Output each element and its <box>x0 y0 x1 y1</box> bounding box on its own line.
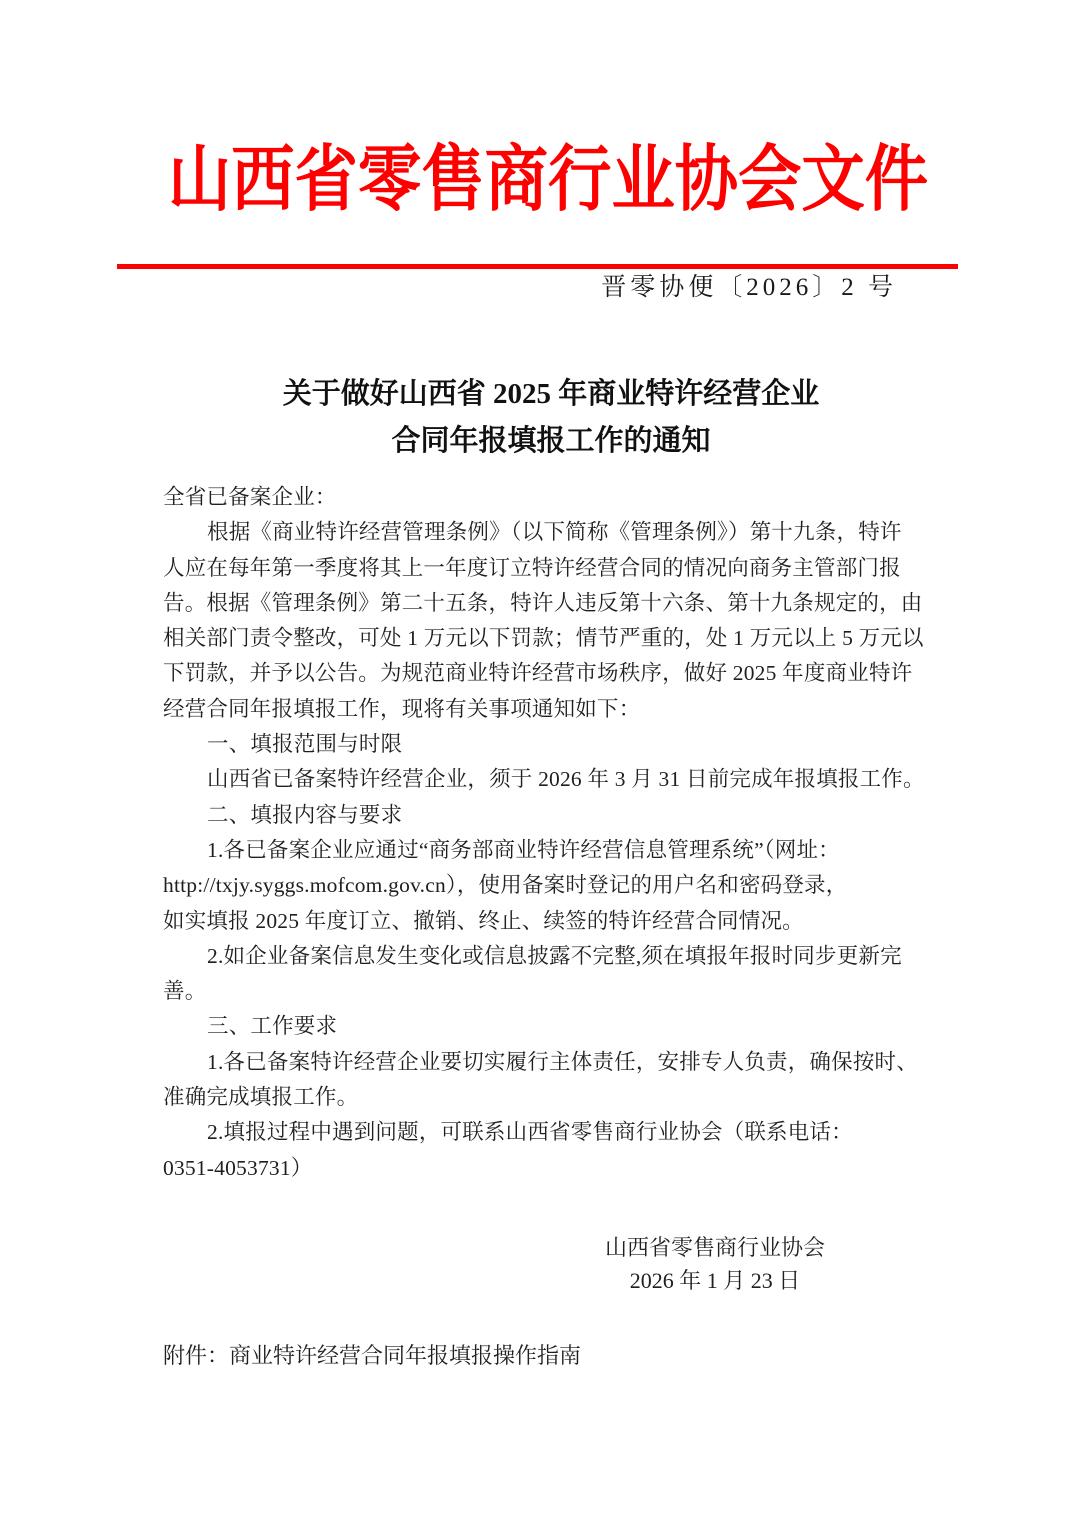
signature-date: 2026 年 1 月 23 日 <box>629 1268 801 1293</box>
document-body <box>163 480 943 1186</box>
body-line: 1.各已备案企业应通过“商务部商业特许经营信息管理系统”（网址： <box>207 837 840 862</box>
body-line: 下罚款，并予以公告。为规范商业特许经营市场秩序，做好 2025 年度商业特许 <box>163 661 913 686</box>
body-line: 准确完成填报工作。 <box>163 1085 359 1110</box>
body-line: 告。根据《管理条例》第二十五条，特许人违反第十六条、第十九条规定的，由 <box>163 590 923 615</box>
red-divider-line <box>117 264 958 269</box>
body-line: 人应在每年第一季度将其上一年度订立特许经营合同的情况向商务主管部门报 <box>163 555 901 580</box>
body-line: 经营合同年报填报工作，现将有关事项通知如下： <box>163 696 641 721</box>
letterhead-org-title: 山西省零售商行业协会文件 <box>167 140 929 220</box>
document-title <box>11 371 1080 465</box>
body-section-heading: 三、工作要求 <box>207 1014 338 1039</box>
signature-block <box>565 1231 865 1297</box>
body-section-heading: 二、填报内容与要求 <box>207 802 403 827</box>
body-line: 2.如企业备案信息发生变化或信息披露不完整,须在填报年报时同步更新完 <box>207 943 902 968</box>
body-line: 善。 <box>163 979 207 1004</box>
body-section-heading: 一、填报范围与时限 <box>207 732 403 757</box>
body-line: 根据《商业特许经营管理条例》（以下简称《管理条例》）第十九条，特许 <box>207 520 902 545</box>
attachment-note: 附件：商业特许经营合同年报填报操作指南 <box>163 1343 582 1368</box>
signature-org: 山西省零售商行业协会 <box>604 1235 825 1260</box>
body-line: 如实填报 2025 年度订立、撤销、终止、续签的特许经营合同情况。 <box>163 908 804 933</box>
body-line: 0351-4053731） <box>163 1155 313 1180</box>
document-title-line2: 合同年报填报工作的通知 <box>391 425 711 457</box>
document-title-line1: 关于做好山西省 2025 年商业特许经营企业 <box>282 378 820 410</box>
body-line: 相关部门责令整改，可处 1 万元以下罚款；情节严重的，处 1 万元以上 5 万元以 <box>163 626 924 651</box>
body-line: 全省已备案企业： <box>163 485 337 509</box>
body-line: 山西省已备案特许经营企业，须于 2026 年 3 月 31 日前完成年报填报工作。 <box>207 767 925 792</box>
document-number: 晋零协便〔2026〕2 号 <box>601 274 897 301</box>
body-line: 2.填报过程中遇到问题，可联系山西省零售商行业协会（联系电话： <box>207 1120 853 1145</box>
body-line: 1.各已备案特许经营企业要切实履行主体责任，安排专人负责，确保按时、 <box>207 1049 918 1074</box>
body-line: http://txjy.syggs.mofcom.gov.cn），使用备案时登记的用户名和密码登录， <box>163 873 848 898</box>
